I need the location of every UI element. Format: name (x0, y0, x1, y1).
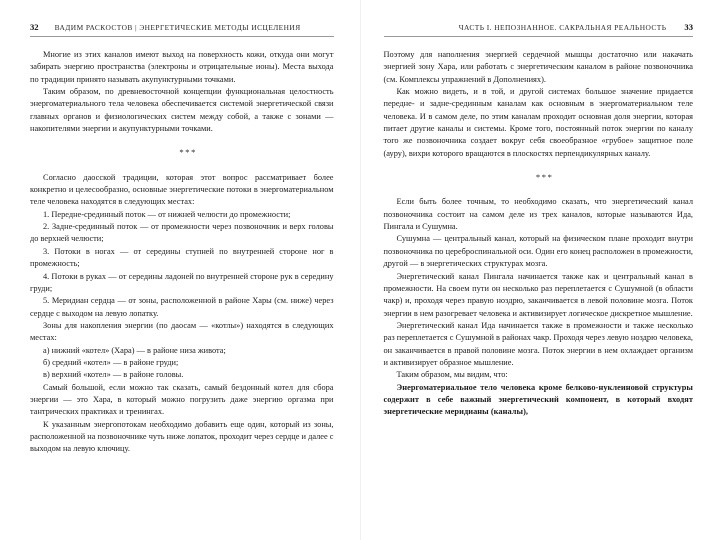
section-separator: *** (535, 172, 554, 183)
page-right-body (384, 37, 694, 419)
paragraph: Согласно даосской традиции, которая этот вопрос рассматривает более конкретно и целесообразно, основные энергетические потоки в энергоматериальном теле человека находятся в следующих местах: (30, 172, 334, 207)
section-separator: *** (179, 147, 198, 158)
list-item: б) средний «котел» — в районе груди; (43, 357, 179, 367)
page-number-left: 32 (30, 22, 39, 32)
list-item: 3. Потоки в ногах — от середины ступней по внутренней стороне ног в промежность; (30, 246, 334, 269)
page-left-body (30, 37, 334, 456)
paragraph: Зоны для накопления энергии (по даосам — «котлы») находятся в следующих местах: (30, 320, 334, 343)
list-item: 1. Передне-срединный поток — от нижней челюсти до промежности; (43, 209, 291, 219)
paragraph-continued: Поэтому для наполнения энергией сердечной мышцы достаточно или накачать энергией зону Хара, или работать с энергетическим каналом в районе позвоночника (см. Комплексы упражнений в Дополнениях). (383, 50, 693, 84)
paragraph: Если быть более точным, то необходимо сказать, что энергетический канал позвоночника состоит на самом деле из трех каналов, которые называются Ида, Пингала и Сушумна. (383, 197, 693, 232)
running-head-title-right: ЧАСТЬ I. НЕПОЗНАННОЕ. САКРАЛЬНАЯ РЕАЛЬНОСТЬ (458, 23, 667, 32)
list-item: 5. Меридиан сердца — от зоны, расположенной в районе Хары (см. ниже) через сердце с выходом на левую лопатку. (30, 296, 334, 318)
list-item: а) нижний «котел» (Хара) — в районе низа живота; (43, 345, 226, 355)
paragraph-emphasis: Энергоматериальное тело человека кроме белково-нуклеиновой структуры содержит в себе важный энергетический компонент, в который входят энергетические меридианы (каналы), (383, 382, 693, 417)
page-number-right: 33 (684, 22, 693, 32)
paragraph: Энергетический канал Ида начинается также в промежности и также несколько раз переплетается с Сушумной в районах чакр. Проходя через левую ноздрю человека, он заканчивается в правой половине мозга. Поток энергии в нем охлаждает организм и активизирует образное мышление. (383, 320, 693, 367)
paragraph: Сушумна — центральный канал, который на физическом плане проходит внутри позвоночника по цереброспинальной оси. Один его конец расположен в промежности, другой — в энергетических структурах мозга. (383, 234, 693, 269)
paragraph: К указанным энергопотокам необходимо добавить еще один, который из зоны, расположенной на позвоночнике чуть ниже лопаток, проходит через сердце и далее с выходом на левую ключицу. (30, 419, 334, 454)
list-item: в) верхний «котел» — в районе головы. (43, 370, 184, 380)
page-right (360, 0, 719, 540)
paragraph: Таким образом, по древневосточной концепции функциональная целостность энергоматериального тела человека обеспечивается системой энергетической связи главных органов и физиологических систем между собой, а также с зонами — накопителями энергии и акупунктурными точками. (30, 87, 334, 134)
running-head-left (30, 22, 334, 37)
paragraph: Многие из этих каналов имеют выход на поверхность кожи, откуда они могут забирать энергию пространства (электроны и отрицательные ионы). Места выхода по традиции принято называть акупунктурными точками. (30, 50, 334, 84)
paragraph: Энергетический канал Пингала начинается также как и центральный канал в промежности. На своем пути он несколько раз переплетается с Сушумной (в области чакр) и, проходя через правую ноздрю, заканчивается в левой половине мозга. Поток энергии в нем разогревает человека и активизирует логическое дискретное мышление. (383, 271, 693, 318)
paragraph: Таким образом, мы видим, что: (396, 370, 508, 380)
paragraph: Как можно видеть, и в той, и другой системах большое значение придается передне- и задне-срединным каналам как основным в энергоматериальном теле человека. И в самом деле, по этим каналам проходит основная доля энергии, которая питает другие каналы и системы. Кроме того, постоянный поток энергии по каналу того же позвоночника создает вокруг себя своеобразное «грубое» защитное поле (ауру), вихри которого вращаются в плоскостях перпендикулярных каналу. (383, 87, 693, 158)
running-head-title-left: ВАДИМ РАСКОСТОВ | ЭНЕРГЕТИЧЕСКИЕ МЕТОДЫ ИСЦЕЛЕНИЯ (54, 23, 301, 32)
list-item: 2. Задне-срединный поток — от промежности через позвоночник и верх головы до верхней челюсти; (30, 222, 334, 244)
list-item: 4. Потоки в руках — от середины ладоней по внутренней стороне рук в середину груди; (30, 271, 334, 293)
running-head-right (384, 22, 694, 37)
paragraph: Самый большой, если можно так сказать, самый бездонный котел для сбора энергии — это Хара, в который можно погрузить даже энергию оргазма при тантрических практиках и тренингах. (30, 382, 334, 417)
